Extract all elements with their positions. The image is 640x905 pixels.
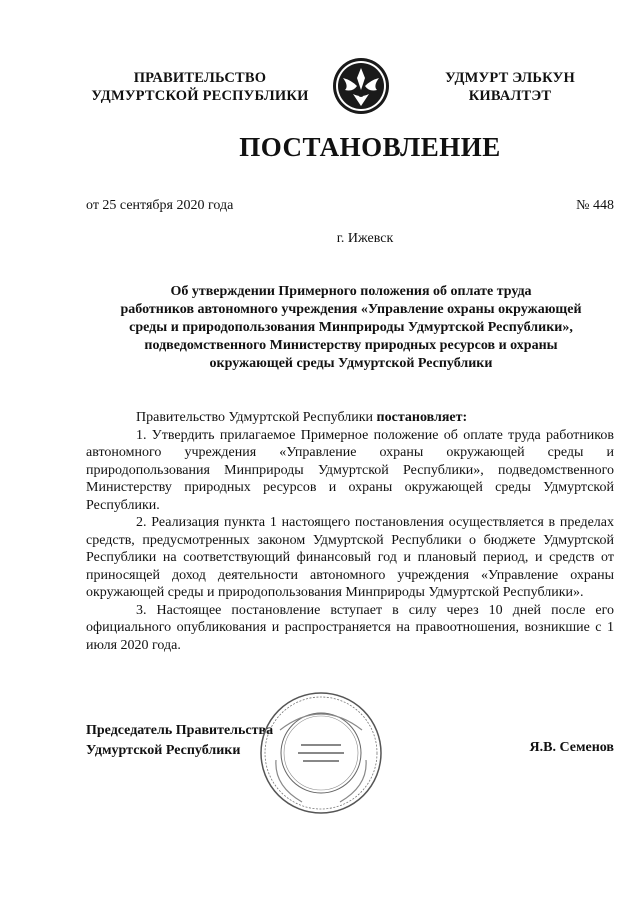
subject-line: работников автономного учреждения «Управление охраны окружающей xyxy=(120,302,582,317)
signatory-position-line1: Председатель Правительства xyxy=(86,723,274,738)
document-date: от 25 сентября 2020 года xyxy=(86,198,234,213)
subject-line: Об утверждении Примерного положения об оплате труда xyxy=(170,284,532,299)
document-title: ПОСТАНОВЛЕНИЕ xyxy=(239,132,501,162)
document-city: г. Ижевск xyxy=(336,231,394,246)
header-right-line1: УДМУРТ ЭЛЬКУН xyxy=(445,70,575,86)
intro-decree-word: постановляет: xyxy=(376,410,468,425)
subject-line: среды и природопользования Минприроды Удмуртской Республики», xyxy=(129,320,573,335)
header-right-line2: КИВАЛТЭТ xyxy=(468,88,552,104)
intro-paragraph xyxy=(86,409,614,427)
paragraph-3: 3. Настоящее постановление вступает в силу через 10 дней после его официального опубликования и распространяется на правоотношения, возникшие с 1 июля 2020 года. xyxy=(86,602,614,653)
signatory-position xyxy=(86,721,273,761)
intro-text: Правительство Удмуртской Республики xyxy=(136,410,377,425)
header-right xyxy=(410,69,610,105)
document-number: № 448 xyxy=(576,198,614,213)
header-left-line1: ПРАВИТЕЛЬСТВО xyxy=(133,70,267,86)
header-left-line2: УДМУРТСКОЙ РЕСПУБЛИКИ xyxy=(91,88,309,104)
document-body xyxy=(86,409,614,654)
paragraph-1: 1. Утвердить прилагаемое Примерное положение об оплате труда работников автономного учреждения «Управление охраны окружающей среды и природопользования Минприроды Удмуртской Республики», подведомственного Министерству природных ресурсов и охраны окружающей среды Удмуртской Республики. xyxy=(86,427,614,513)
coat-of-arms-icon xyxy=(331,56,391,116)
official-stamp-icon xyxy=(258,690,384,816)
subject-line: окружающей среды Удмуртской Республики xyxy=(209,356,493,371)
subject-line: подведомственного Министерству природных ресурсов и охраны xyxy=(144,338,558,353)
signatory-position-line2: Удмуртской Республики xyxy=(86,743,241,758)
header-left xyxy=(70,69,330,105)
signatory-name: Я.В. Семенов xyxy=(529,740,614,755)
paragraph-2: 2. Реализация пункта 1 настоящего постановления осуществляется в пределах средств, предусмотренных законом Удмуртской Республики о бюджете Удмуртской Республики на соответствующий финансовый год и плановый период, и средств от приносящей доход деятельности автономного учреждения «Управление охраны окружающей среды и природопользования Минприроды Удмуртской Республики». xyxy=(86,515,614,600)
document-subject xyxy=(86,283,616,373)
